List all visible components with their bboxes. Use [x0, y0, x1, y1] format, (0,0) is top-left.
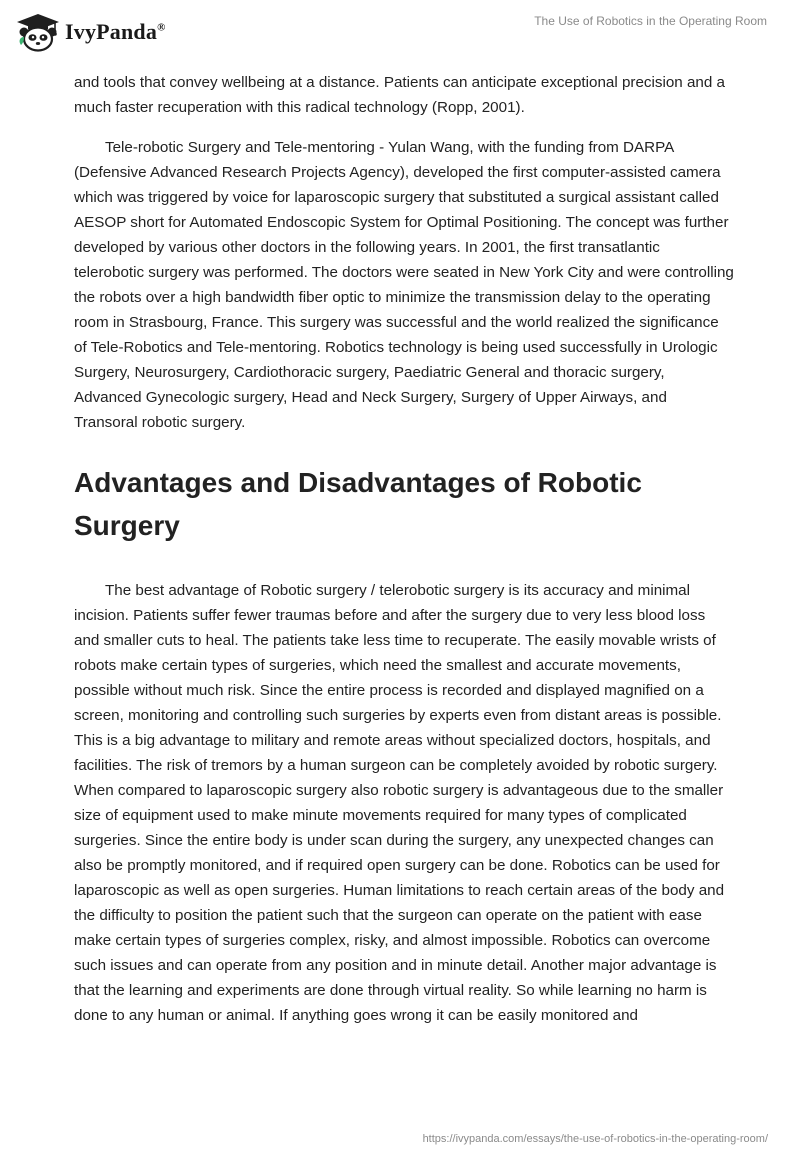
brand-name: IvyPanda®: [65, 19, 166, 44]
brand-logo[interactable]: [15, 8, 166, 56]
document-title: The Use of Robotics in the Operating Room: [534, 14, 767, 28]
section-heading: Advantages and Disadvantages of Robotic Surgery: [74, 467, 642, 541]
essay-body: [74, 70, 734, 1028]
paragraph-continuation: and tools that convey wellbeing at a distance. Patients can anticipate exceptional precision and a much faster recuperation with this radical technology (Ropp, 2001).: [74, 74, 725, 116]
paragraph-advantages: The best advantage of Robotic surgery / telerobotic surgery is its accuracy and minimal incision. Patients suffer fewer traumas before and after the surgery due to very less blood loss and smaller cuts to heal. The patients take less time to recuperate. The easily movable wrists of robots make certain types of surgeries, which need the smallest and accurate movements, possible without much risk. Since the entire process is recorded and displayed magnified on a screen, monitoring and controlling such surgeries by experts even from distant areas is possible. This is a big advantage to military and remote areas without specialized doctors, hospitals, and facilities. The risk of tremors by a human surgeon can be completely avoided by robotic surgery. When compared to laparoscopic surgery also robotic surgery is advantageous due to the smaller size of equipment used to make minute movements required for many types of complicated surgeries. Since the entire body is under scan during the surgery, any unexpected changes can also be promptly monitored, and if required open surgery can be done. Robotics can be used for laparoscopic as well as open surgeries. Human limitations to reach certain areas of the body and the difficulty to position the patient such that the surgeon can operate on the patient with ease make certain types of surgeries complex, risky, and almost impossible. Robotics can overcome such issues and can operate from any position and in minute detail. Another major advantage is that the learning and experiments are done through virtual reality. So while learning no harm is done to any human or animal. If anything goes wrong it can be easily monitored and: [74, 582, 725, 1024]
paragraph-telerobotic-surgery: Tele-robotic Surgery and Tele-mentoring - Yulan Wang, with the funding from DARPA (Defensive Advanced Research Projects Agency), developed the first computer-assisted camera which was triggered by voice for laparoscopic surgery that substituted a surgical assistant called AESOP short for Automated Endoscopic System for Optimal Positioning. The concept was further developed by various other doctors in the following years. In 2001, the first transatlantic telerobotic surgery was performed. The doctors were seated in New York City and were controlling the robots over a high bandwidth fiber optic to minimize the transmission delay to the operating room in Strasbourg, France. This surgery was successful and the world realized the significance of Tele-Robotics and Tele-mentoring. Robotics technology is being used successfully in Urologic Surgery, Neurosurgery, Cardiothoracic surgery, Paediatric General and thoracic surgery, Advanced Gynecologic surgery, Head and Neck Surgery, Surgery of Upper Airways, and Transoral robotic surgery.: [74, 139, 734, 431]
panda-graduate-icon: [15, 12, 61, 52]
source-url[interactable]: https://ivypanda.com/essays/the-use-of-robotics-in-the-operating-room/: [422, 1133, 768, 1145]
